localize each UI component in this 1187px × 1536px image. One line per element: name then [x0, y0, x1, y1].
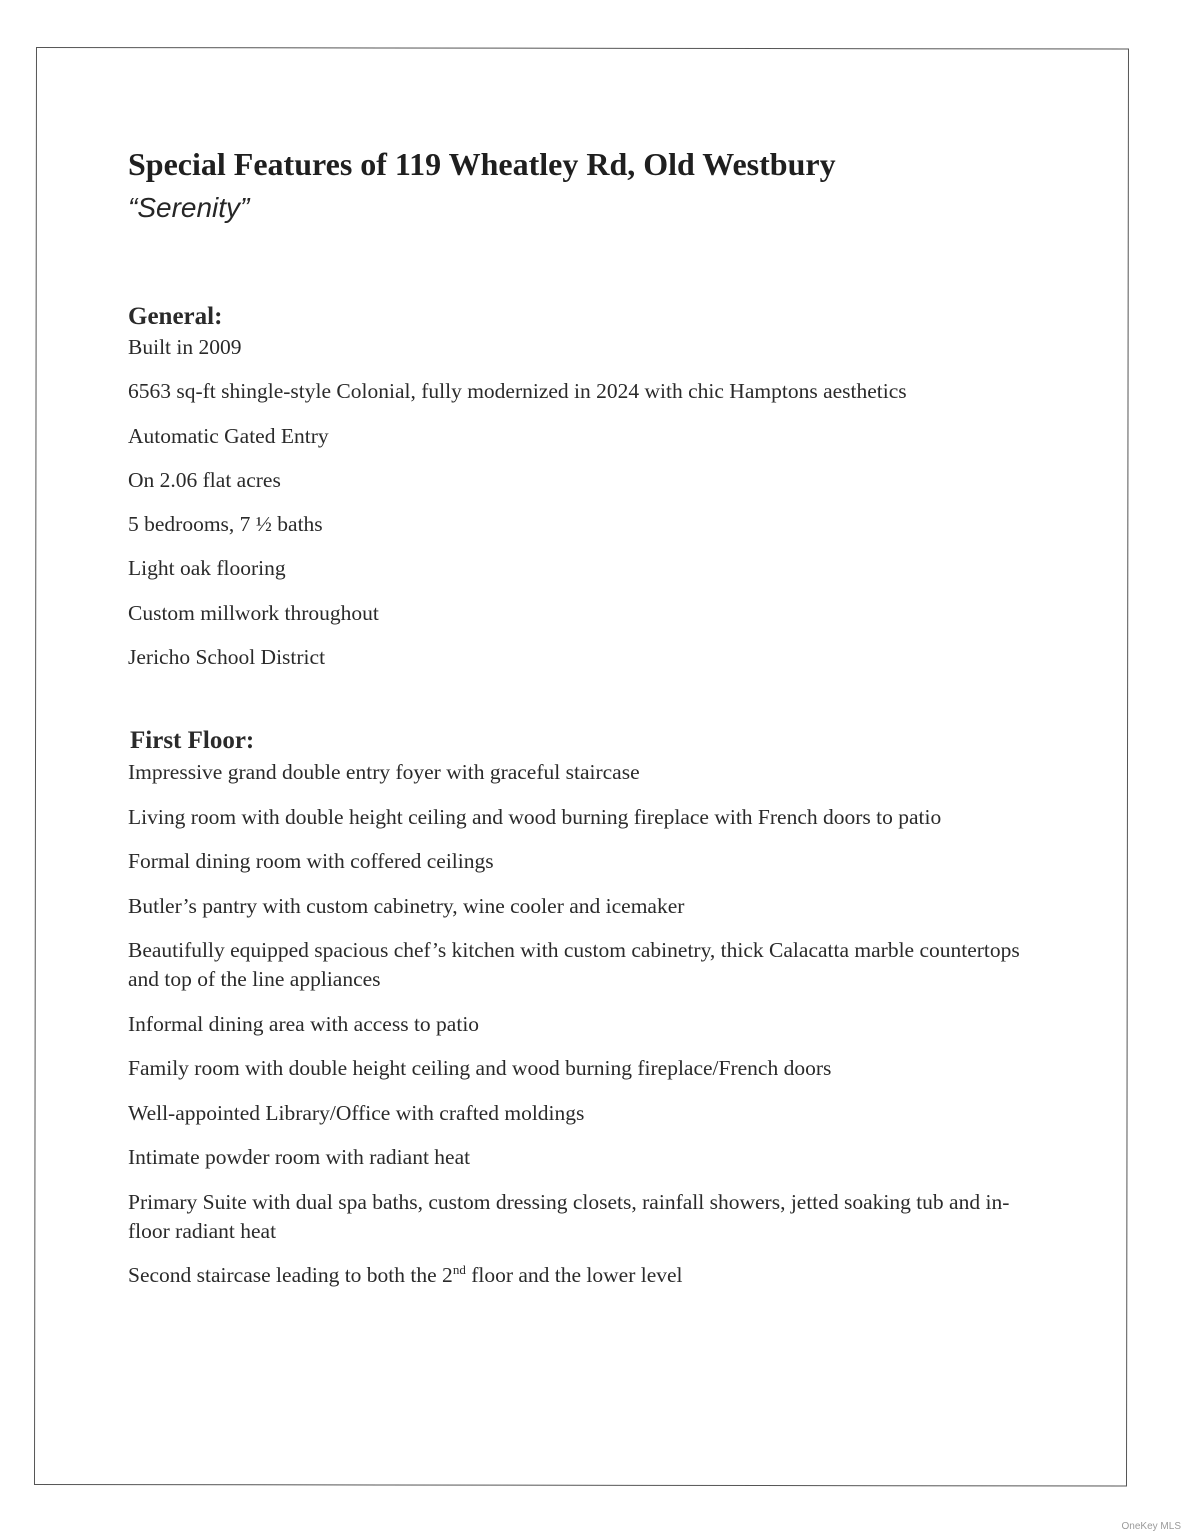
list-item: 5 bedrooms, 7 ½ baths: [128, 512, 323, 537]
list-item: Built in 2009: [128, 335, 242, 359]
list-item: Beautifully equipped spacious chef’s kitchen with custom cabinetry, thick Calacatta marble countertops and top of the line appliances: [128, 938, 1020, 992]
section-heading-first-floor: First Floor:: [130, 727, 255, 755]
list-item: Light oak flooring: [128, 556, 286, 581]
watermark: OneKey MLS: [1121, 1521, 1181, 1532]
list-item: Jericho School District: [128, 645, 326, 670]
document-title: Special Features of 119 Wheatley Rd, Old Westbury: [128, 146, 836, 182]
document-subtitle: “Serenity”: [128, 192, 250, 223]
first-floor-feature-list: [128, 758, 1048, 1290]
document-body: [128, 140, 1048, 1306]
section-heading-general: General:: [128, 303, 223, 330]
list-item: [128, 1261, 1048, 1290]
list-item: Intimate powder room with radiant heat: [128, 1145, 471, 1170]
list-item-text-start: Second staircase leading to both the 2: [128, 1263, 453, 1288]
list-item: 6563 sq-ft shingle-style Colonial, fully modernized in 2024 with chic Hamptons aesthetics: [128, 379, 907, 404]
list-item: On 2.06 flat acres: [128, 467, 281, 492]
ordinal-superscript: nd: [452, 1261, 466, 1277]
list-item: Butler’s pantry with custom cabinetry, wine cooler and icemaker: [128, 893, 685, 918]
list-item: Custom millwork throughout: [128, 600, 379, 625]
list-item: Living room with double height ceiling and wood burning fireplace with French doors to patio: [128, 804, 942, 829]
list-item-text-end: floor and the lower level: [465, 1263, 683, 1288]
general-feature-list: [128, 334, 1048, 670]
list-item: Formal dining room with coffered ceilings: [128, 849, 494, 874]
list-item: Primary Suite with dual spa baths, custom dressing closets, rainfall showers, jetted soaking tub and in-floor radiant heat: [128, 1189, 1010, 1243]
list-item: Family room with double height ceiling and wood burning fireplace/French doors: [128, 1056, 832, 1081]
list-item: Informal dining area with access to patio: [128, 1011, 480, 1036]
list-item: Impressive grand double entry foyer with graceful staircase: [128, 760, 640, 785]
list-item: Well-appointed Library/Office with crafted moldings: [128, 1100, 585, 1125]
list-item: Automatic Gated Entry: [128, 423, 329, 448]
